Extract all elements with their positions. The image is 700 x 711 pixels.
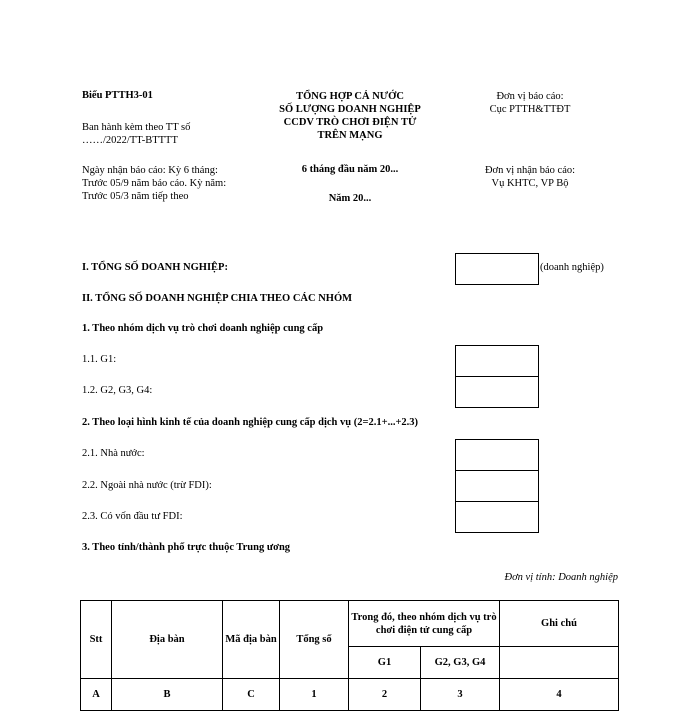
code-cell: 1 xyxy=(280,679,349,711)
group-by-economic-type-heading: 2. Theo loại hình kinh tế của doanh nghiệp cung cấp dịch vụ (2=2.1+...+2.3) xyxy=(82,417,419,428)
header-g234: G2, G3, G4 xyxy=(421,647,500,679)
state-owned-field[interactable] xyxy=(455,439,539,471)
reporting-unit-label: Đơn vị báo cáo: xyxy=(496,91,564,102)
header-service-group: Trong đó, theo nhóm dịch vụ trò chơi điện tử cung cấp xyxy=(349,601,500,647)
receiving-unit-value: Vụ KHTC, VP Bộ xyxy=(491,178,569,189)
header-area: Địa bàn xyxy=(112,601,223,679)
unit-note: Đơn vị tính: Doanh nghiệp xyxy=(504,572,618,583)
fdi-field[interactable] xyxy=(455,501,539,533)
period-6-months: 6 tháng đầu năm 20... xyxy=(301,164,399,175)
province-table xyxy=(80,600,619,711)
period-year: Năm 20... xyxy=(328,193,372,204)
header-g1: G1 xyxy=(349,647,421,679)
non-state-field[interactable] xyxy=(455,470,539,502)
g234-field[interactable] xyxy=(455,376,539,408)
code-cell: 3 xyxy=(421,679,500,711)
state-owned-label: 2.1. Nhà nước: xyxy=(82,448,145,459)
code-cell: 4 xyxy=(500,679,619,711)
receiving-unit xyxy=(465,164,595,190)
total-unit-label: (doanh nghiệp) xyxy=(540,262,604,273)
receipt-dates xyxy=(82,164,226,203)
fdi-label: 2.3. Có vốn đầu tư FDI: xyxy=(82,511,183,522)
reporting-unit-value: Cục PTTH&TTĐT xyxy=(489,104,571,115)
code-cell: B xyxy=(112,679,223,711)
title-line-1: TỔNG HỢP CẢ NƯỚC xyxy=(296,91,404,102)
section-total-enterprises: I. TỔNG SỐ DOANH NGHIỆP: xyxy=(82,262,228,273)
receiving-unit-label: Đơn vị nhận báo cáo: xyxy=(484,165,576,176)
g1-field[interactable] xyxy=(455,345,539,377)
header-note-blank xyxy=(500,647,619,679)
issued-line-2: ……/2022/TT-BTTTT xyxy=(82,135,178,146)
issued-line-1: Ban hành kèm theo TT số xyxy=(82,122,191,133)
g234-label: 1.2. G2, G3, G4: xyxy=(82,385,153,396)
group-by-service-heading: 1. Theo nhóm dịch vụ trò chơi doanh nghiệp cung cấp xyxy=(82,323,324,334)
header-area-code: Mã địa bàn xyxy=(223,601,280,679)
group-by-province-heading: 3. Theo tỉnh/thành phố trực thuộc Trung ương xyxy=(82,542,291,553)
title-line-3: CCDV TRÒ CHƠI ĐIỆN TỬ xyxy=(283,117,417,128)
form-code: Biểu PTTH3-01 xyxy=(82,90,153,101)
document-title xyxy=(250,90,450,142)
total-enterprises-field[interactable] xyxy=(455,253,539,285)
header-total: Tổng số xyxy=(280,601,349,679)
code-cell: C xyxy=(223,679,280,711)
header-note: Ghi chú xyxy=(500,601,619,647)
title-line-4: TRÊN MẠNG xyxy=(317,130,383,141)
receipt-line-2: Trước 05/9 năm báo cáo. Kỳ năm: xyxy=(82,178,227,189)
header-stt: Stt xyxy=(81,601,112,679)
receipt-line-1: Ngày nhận báo cáo: Kỳ 6 tháng: xyxy=(82,165,218,176)
receipt-line-3: Trước 05/3 năm tiếp theo xyxy=(82,191,189,202)
issued-by xyxy=(82,121,190,147)
code-cell: 2 xyxy=(349,679,421,711)
reporting-unit xyxy=(470,90,590,116)
code-cell: A xyxy=(81,679,112,711)
non-state-label: 2.2. Ngoài nhà nước (trừ FDI): xyxy=(82,480,212,491)
g1-label: 1.1. G1: xyxy=(82,354,117,365)
title-line-2: SỐ LƯỢNG DOANH NGHIỆP xyxy=(279,104,421,115)
section-by-group: II. TỔNG SỐ DOANH NGHIỆP CHIA THEO CÁC NHÓM xyxy=(82,293,353,304)
